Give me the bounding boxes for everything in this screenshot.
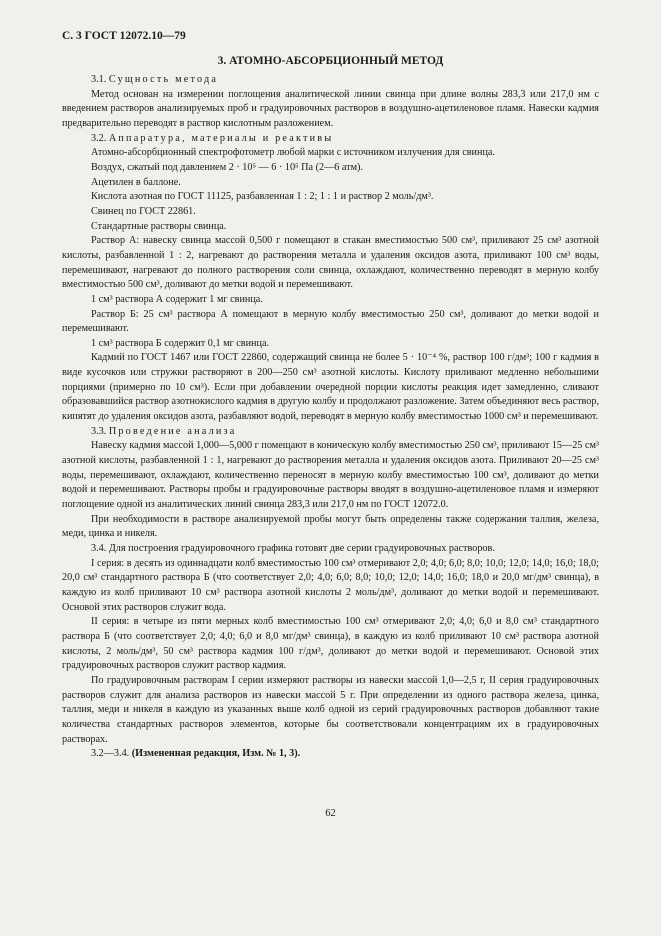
document-body [62, 73, 599, 762]
section-3-2-number: 3.2. [91, 132, 107, 144]
paragraph: Кадмий по ГОСТ 1467 или ГОСТ 22860, содержащий свинца не более 5 · 10⁻⁴ %, раствор 100 г/дм³; 100 г кадмия в виде кусочков или стружки растворяют в 200—250 см³ азотной кислоты. Кислоту приливают медленно небольшими порциями (примерно по 10 см³). Если при добавлении очередной порции кислоты реакция идет замедленно, сливают образовавшийся раствор азотнокислого кадмия в другую колбу и продолжают разложение. Затем объединяют весь раствор, кипятят до удаления оксидов азота, разбавляют водой, переводят в мерную колбу вместимостью 1000 см³ и перемешивают. [62, 352, 599, 423]
paragraph: По градуировочным растворам I серии измеряют растворы из навески массой 1,0—2,5 г, II серия градуировочных растворов служит для анализа растворов из навески массой 5 г. При определении из одного раствора железа, цинка, таллия, меди и никеля в каждую из указанных выше колб одной из серий градуировочных растворов добавляют такие количества стандартных растворов элементов, которые бы соответствовали концентрациям их в градуировочных растворах. [62, 674, 599, 745]
paragraph: Навеску кадмия массой 1,000—5,000 г помещают в коническую колбу вместимостью 250 см³, приливают 15—25 см³ азотной кислоты, разбавленной 1 : 1, нагревают до растворения металла и удаления оксидов азота. Приливают 20—25 см³ воды, перемешивают, охлаждают, количественно переносят в мерную колбу вместимостью 100 см³, доливают до метки водой и перемешивают. Растворы пробы и градуировочные растворы вводят в воздушно-ацетиленовое пламя и измеряют поглощение одной из аналитических линий свинца 283,3 или 217,0 нм по ГОСТ 12072.0. [62, 440, 599, 511]
section-3-1-number: 3.1. [91, 74, 107, 85]
paragraph: Раствор Б: 25 см³ раствора А помещают в мерную колбу вместимостью 250 см³, доливают до метки водой и перемешивают. [62, 308, 599, 335]
section-title: 3. АТОМНО-АБСОРБЦИОННЫЙ МЕТОД [217, 55, 444, 67]
paragraph: Кислота азотная по ГОСТ 11125, разбавленная 1 : 2; 1 : 1 и раствор 2 моль/дм³. [91, 191, 434, 203]
paragraph: 3.4. Для построения градуировочного графика готовят две серии градуировочных растворов. [91, 543, 495, 554]
section-3-3-title: Проведение анализа [108, 425, 237, 437]
section-3-3-number: 3.3. [91, 425, 107, 437]
paragraph: Атомно-абсорбционный спектрофотометр любой марки с источником излучения для свинца. [91, 147, 495, 159]
section-3-1-text: Метод основан на измерении поглощения аналитической линии свинца при длине волны 283,3 или 217,0 нм с введением растворов анализируемых проб и градуировочных растворов в воздушно-ацетиленовое пламя. Навески кадмия предварительно переводят в раствор кислотным разложением. [62, 88, 599, 129]
paragraph: Свинец по ГОСТ 22861. [91, 205, 196, 217]
section-3-2-title: Аппаратура, материалы и реактивы [108, 132, 334, 144]
section-3-1-title: Сущность метода [108, 74, 219, 85]
paragraph: 1 см³ раствора Б содержит 0,1 мг свинца. [91, 337, 270, 349]
amendment-note [62, 747, 599, 762]
paragraph: Воздух, сжатый под давлением 2 · 10⁵ — 6 · 10⁵ Па (2—6 атм). [91, 161, 363, 173]
paragraph: Ацетилен в баллоне. [91, 176, 181, 188]
amendment-text: (Измененная редакция, Изм. № 1, 3). [131, 748, 301, 760]
page-number: 62 [325, 808, 336, 819]
paragraph: Стандартные растворы свинца. [91, 220, 227, 232]
paragraph: I серия: в десять из одиннадцати колб вместимостью 100 см³ отмеривают 2,0; 4,0; 6,0; 8,0; 10,0; 12,0; 14,0; 16,0; 18,0; 20,0 см³ стандартного раствора Б (что соответствует 2,0; 4,0; 6,0; 8,0; 10,0; 12,0; 14,0; 16,0; 18,0 и 20,0 мг/дм³ свинца), в каждую из колб приливают 10 см³ раствора азотной кислоты 2 моль/дм³, доливают до метки водой и перемешивают. Основой этих растворов служит вода. [62, 557, 599, 613]
paragraph: При необходимости в растворе анализируемой пробы могут быть определены также содержания таллия, железа, меди, цинка и никеля. [62, 513, 599, 540]
page-header: С. 3 ГОСТ 12072.10—79 [62, 30, 186, 42]
paragraph: II серия: в четыре из пяти мерных колб вместимостью 100 см³ отмеривают 2,0; 4,0; 6,0 и 8,0 см³ стандартного раствора Б (что соответствует 2,0; 4,0; 6,0 и 8,0 мг/дм³ свинца), в каждую из колб приливают 10 см³ раствора азотной кислоты, 2 моль/дм³, 50 см³ раствора кадмия 100 г/дм³, доливают до метки водой и перемешивают. Основой этих градуировочных растворов служит раствор кадмия. [62, 616, 599, 672]
section-3-2-heading [62, 132, 599, 147]
paragraph: 1 см³ раствора А содержит 1 мг свинца. [91, 293, 263, 305]
section-3-1-heading [62, 73, 599, 88]
paragraph: Раствор А: навеску свинца массой 0,500 г помещают в стакан вместимостью 500 см³, приливают 25 см³ азотной кислоты, разбавленной 1 : 2, нагревают до растворения металла и удаления оксидов азота, приливают 100 см³ воды, перемешивают, нагревают до полного растворения соли свинца, охлаждают, количественно переводят в мерную колбу вместимостью 500 см³, доливают до метки водой и перемешивают. [62, 235, 599, 291]
amendment-ref: 3.2—3.4. [91, 748, 130, 760]
section-3-3-heading [62, 425, 599, 440]
